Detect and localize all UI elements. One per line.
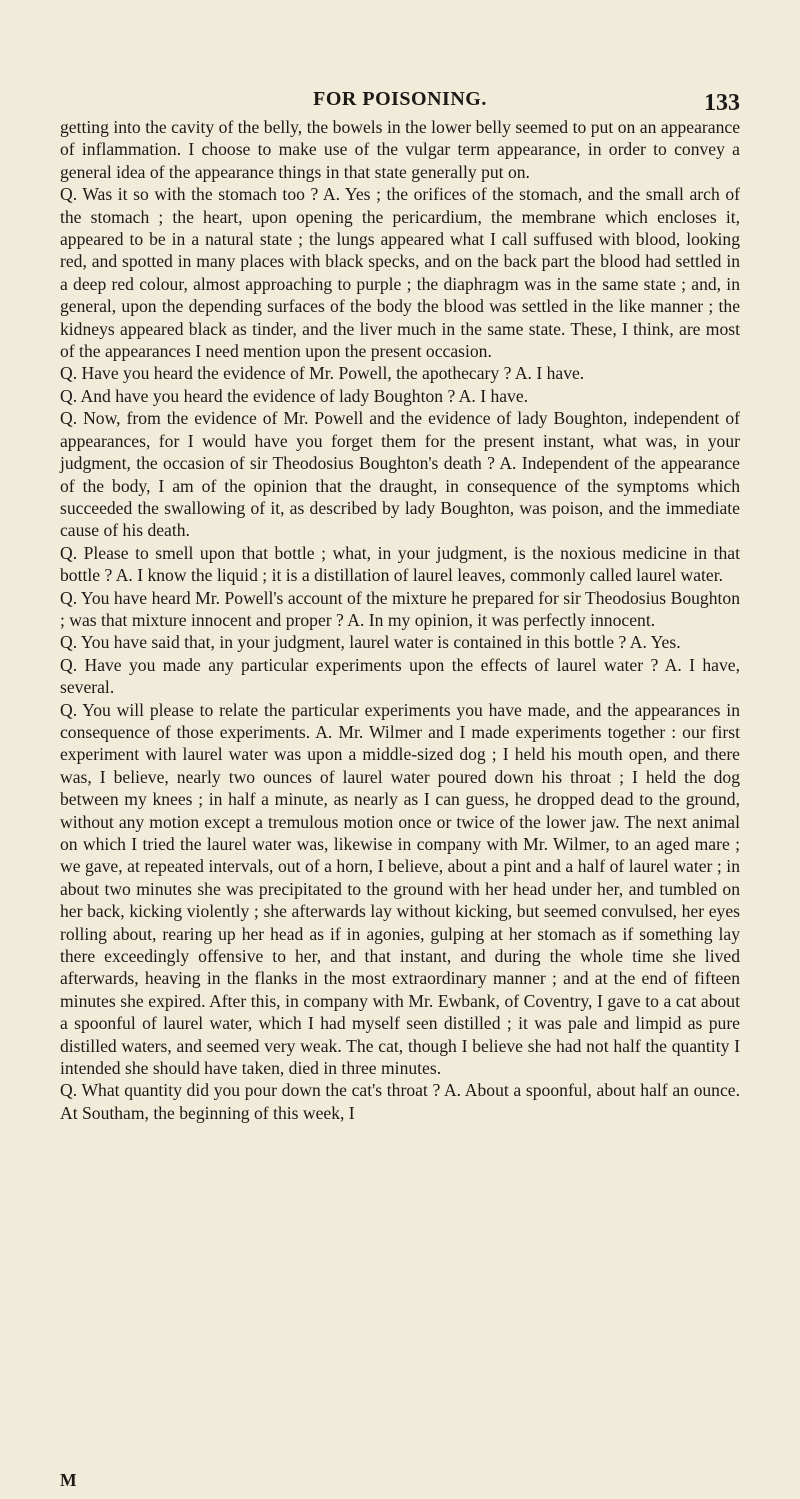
paragraph-qa: Q. Have you heard the evidence of Mr. Powell, the apothecary ? A. I have.	[60, 363, 585, 384]
paragraph-qa: Q. Have you made any particular experiments upon the effects of laurel water ? A. I have, several.	[60, 654, 740, 698]
body-text	[60, 116, 740, 1124]
paragraph-qa: Q. Now, from the evidence of Mr. Powell and the evidence of lady Boughton, independent of appearances, for I would have you forget them for the present instant, what was, in your judgment, the occasion of sir Theodosius Boughton's death ? A. Independent of the appearance of the body, I am of the opinion that the draught, in consequence of the symptoms which succeeded the swallowing of it, as described by lady Boughton, was poison, and the immediate cause of his death.	[60, 408, 740, 541]
running-title: FOR POISONING.	[313, 88, 487, 110]
paragraph-qa: Q. What quantity did you pour down the cat's throat ? A. About a spoonful, about half an ounce. At Southam, the beginning of this week, I	[60, 1080, 740, 1123]
page-number: 133	[704, 90, 740, 116]
paragraph-qa: Q. You have heard Mr. Powell's account of the mixture he prepared for sir Theodosius Boughton ; was that mixture innocent and proper ? A. In my opinion, it was perfectly innocent.	[60, 587, 740, 630]
paragraph-qa: Q. You have said that, in your judgment, laurel water is contained in this bottle ? A. Yes.	[60, 632, 681, 653]
paragraph-qa: Q. You will please to relate the particular experiments you have made, and the appearances in consequence of those experiments. A. Mr. Wilmer and I made experiments together : our first experiment with laurel water was upon a middle-sized dog ; I held his mouth open, and there was, I believe, nearly two ounces of laurel water poured down his throat ; I held the dog between my knees ; in half a minute, as nearly as I can guess, he dropped dead to the ground, without any motion except a tremulous motion once or twice of the lower jaw. The next animal on which I tried the laurel water was, likewise in company with Mr. Wilmer, to an aged mare ; we gave, at repeated intervals, out of a horn, I believe, about a pint and a half of laurel water ; in about two minutes she was precipitated to the ground with her head under her, and tumbled on her back, kicking violently ; she afterwards lay without kicking, but seemed convulsed, her eyes rolling about, rearing up her head as if in agonies, gulping at her stomach as if something lay there exceedingly offensive to her, and that instant, and during the whole time she lived afterwards, heaving in the flanks in the most extraordinary manner ; and at the end of fifteen minutes she expired. After this, in company with Mr. Ewbank, of Coventry, I gave to a cat about a spoonful of laurel water, which I had myself seen distilled ; it was pale and limpid as pure distilled waters, and seemed very weak. The cat, though I believe she had not half the quantity I intended she should have taken, died in three minutes.	[60, 699, 740, 1079]
paragraph-qa: Q. And have you heard the evidence of lady Boughton ? A. I have.	[60, 385, 529, 406]
paragraph-qa: Q. Was it so with the stomach too ? A. Yes ; the orifices of the stomach, and the small arch of the stomach ; the heart, upon opening the pericardium, the membrane which encloses it, appeared to be in a natural state ; the lungs appeared what I call suffused with blood, looking red, and spotted in many places with black specks, and on the back part the blood had settled in a deep red colour, almost approaching to purple ; the diaphragm was in the same state ; and, in general, upon the depending surfaces of the body the blood was settled in the like manner ; the kidneys appeared black as tinder, and the liver much in the same state. These, I think, are most of the appearances I need mention upon the present occasion.	[60, 184, 740, 362]
paragraph-continuation: getting into the cavity of the belly, the bowels in the lower belly seemed to put on an appearance of inflammation. I choose to make use of the vulgar term appearance, in order to convey a general idea of the appearance things in that state generally put on.	[60, 117, 740, 182]
signature-mark: M	[60, 1470, 77, 1490]
paragraph-qa: Q. Please to smell upon that bottle ; what, in your judgment, is the noxious medicine in that bottle ? A. I know the liquid ; it is a distillation of laurel leaves, commonly called laurel water.	[60, 542, 740, 586]
